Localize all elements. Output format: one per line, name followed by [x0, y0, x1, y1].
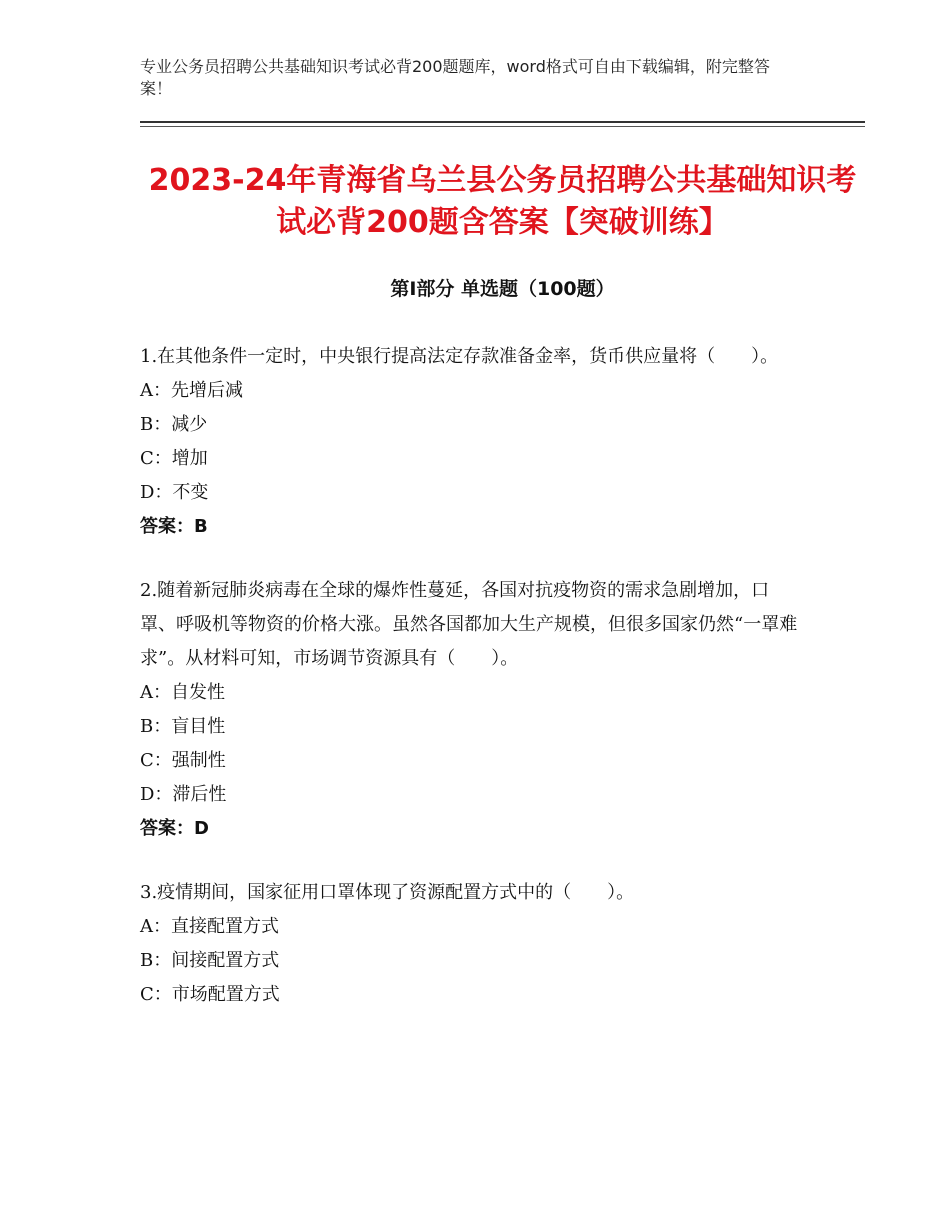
- question-stem: 2.随着新冠肺炎病毒在全球的爆炸性蔓延，各国对抗疫物资的需求急剧增加，口罩、呼吸机等物资的价格大涨。虽然各国都加大生产规模，但很多国家仍然“一罩难求”。从材料可知，市场调节资源具有（ ）。: [140, 580, 798, 669]
- question-stem: 3.疫情期间，国家征用口罩体现了资源配置方式中的（ ）。: [140, 882, 635, 903]
- option-a: A：直接配置方式: [140, 916, 279, 937]
- question-stem: 1.在其他条件一定时，中央银行提高法定存款准备金率，货币供应量将（ ）。: [140, 346, 779, 367]
- header-rule-thick: [140, 121, 865, 123]
- question-2: [140, 574, 800, 846]
- option-c: C：强制性: [140, 750, 226, 771]
- option-a: A：先增后减: [140, 380, 243, 401]
- option-b: B：减少: [140, 414, 208, 435]
- option-d: D：滞后性: [140, 784, 227, 805]
- header-rule-thin: [140, 126, 865, 127]
- option-b: B：盲目性: [140, 716, 226, 737]
- question-1: [140, 340, 800, 544]
- option-d: D：不变: [140, 482, 209, 503]
- option-c: C：市场配置方式: [140, 984, 280, 1005]
- option-c: C：增加: [140, 448, 208, 469]
- document-title: 2023-24年青海省乌兰县公务员招聘公共基础知识考试必背200题含答案【突破训练】: [148, 163, 857, 240]
- section-title: 第Ⅰ部分 单选题（100题）: [390, 278, 615, 300]
- header-note: 专业公务员招聘公共基础知识考试必背200题题库，word格式可自由下载编辑，附完整答案！: [140, 57, 770, 98]
- option-b: B：间接配置方式: [140, 950, 280, 971]
- question-3: [140, 876, 800, 1012]
- answer: 答案：B: [140, 516, 208, 537]
- answer: 答案：D: [140, 818, 209, 839]
- option-a: A：自发性: [140, 682, 225, 703]
- question-list: [140, 340, 800, 1042]
